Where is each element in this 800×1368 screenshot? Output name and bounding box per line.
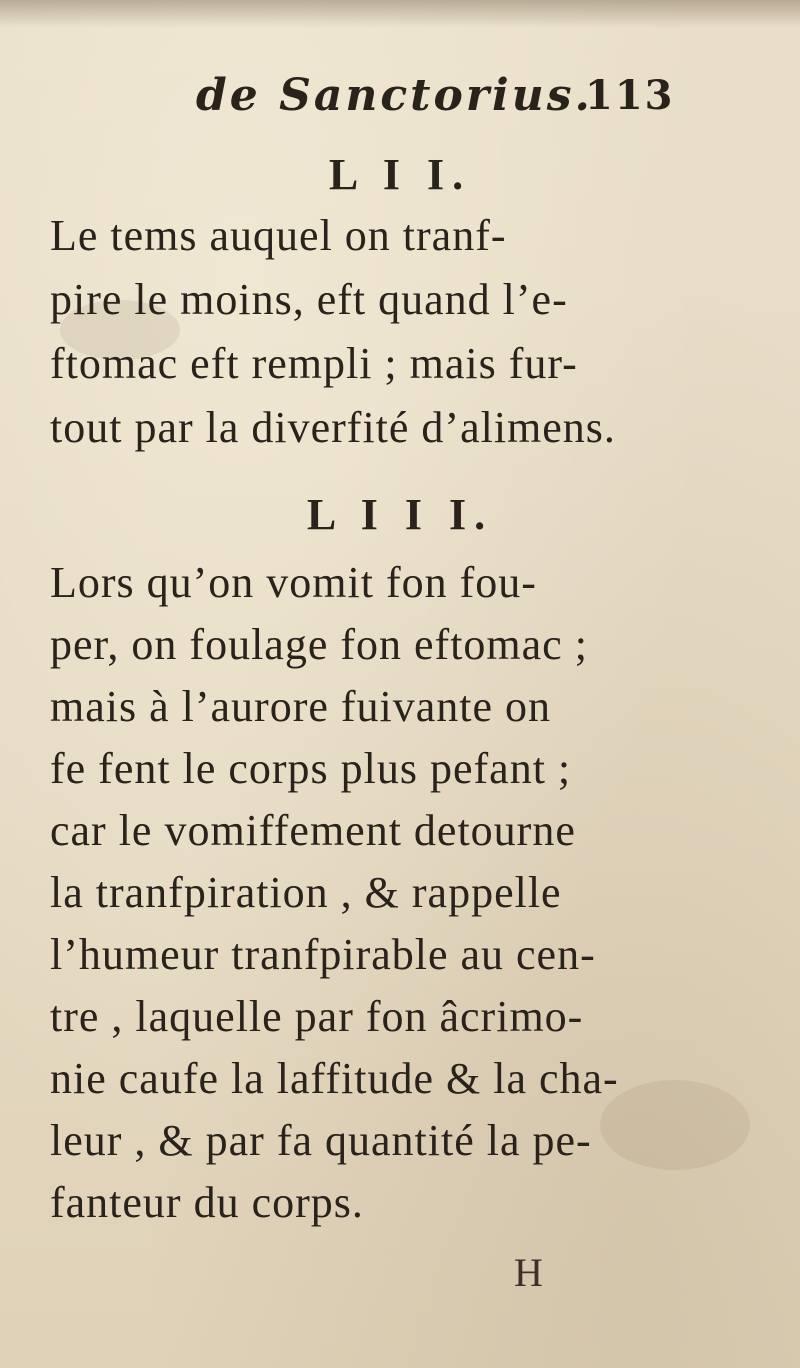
running-title: de Sanctorius.: [196, 70, 593, 121]
text-line: Lors qu’on vomit fon fou-: [50, 558, 537, 607]
text-line: Le tems auquel on tranf-: [50, 211, 507, 260]
page-top-edge: [0, 0, 800, 28]
section-numeral: L I I I.: [306, 490, 494, 539]
signature-mark: H: [514, 1250, 543, 1295]
text-line: per, on foulage fon eftomac ;: [50, 620, 588, 669]
text-line: fanteur du corps.: [50, 1178, 364, 1227]
text-line: leur , & par fa quantité la pe-: [50, 1116, 592, 1165]
page-number: 113: [585, 72, 675, 119]
paper-stain: [600, 1080, 750, 1170]
text-line: tout par la diverfité d’alimens.: [50, 403, 616, 452]
text-line: pire le moins, eft quand l’e-: [50, 275, 568, 324]
text-line: tre , laquelle par fon âcrimo-: [50, 992, 584, 1041]
text-line: l’humeur tranfpirable au cen-: [50, 930, 596, 979]
running-head: [0, 66, 800, 126]
text-line: nie caufe la laffitude & la cha-: [50, 1054, 619, 1103]
text-line: fe fent le corps plus pefant ;: [50, 744, 572, 793]
text-line: ftomac eft rempli ; mais fur-: [50, 339, 578, 388]
section-numeral: L I I.: [328, 150, 472, 199]
text-line: la tranfpiration , & rappelle: [50, 868, 562, 917]
text-line: car le vomiffement detourne: [50, 806, 576, 855]
text-line: mais à l’aurore fuivante on: [50, 682, 552, 731]
